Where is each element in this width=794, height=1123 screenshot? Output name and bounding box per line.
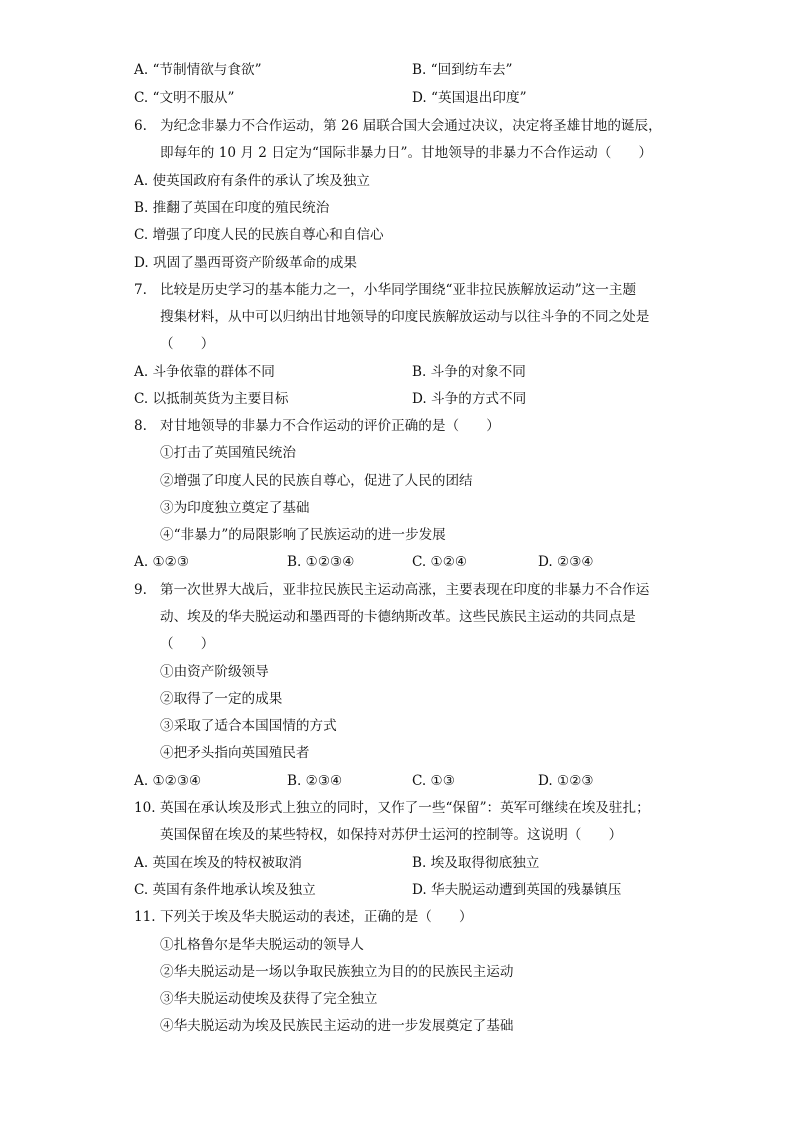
question-number: 10. — [134, 800, 156, 816]
statement-4: ④华夫脱运动为埃及民族民主运动的进一步发展奠定了基础 — [160, 1018, 514, 1034]
option-a: A. ①②③④ — [134, 773, 202, 789]
option-b: B. ①②③④ — [287, 554, 355, 570]
question-number: 9. — [134, 582, 147, 598]
option-a: A. “节制情欲与食欲” — [134, 62, 262, 78]
option-b: B. 斗争的对象不同 — [412, 364, 526, 380]
question-number: 8. — [134, 418, 147, 434]
question-text: 英国在承认埃及形式上独立的同时，又作了一些“保留”：英军可继续在埃及驻扎； — [160, 800, 650, 816]
option-b: B. 埃及取得彻底独立 — [412, 855, 540, 871]
statement-3: ③采取了适合本国国情的方式 — [160, 718, 337, 734]
option-c: C. ①③ — [412, 773, 455, 789]
option-a: A. 英国在埃及的特权被取消 — [134, 855, 302, 871]
option-b: B. ②③④ — [287, 773, 343, 789]
statement-4: ④把矛头指向英国殖民者 — [160, 745, 310, 761]
statement-2: ②取得了一定的成果 — [160, 691, 283, 707]
statement-1: ①由资产阶级领导 — [160, 664, 269, 680]
option-d: D. “英国退出印度” — [412, 90, 527, 106]
option-a: A. 斗争依靠的群体不同 — [134, 364, 275, 380]
option-d: D. 斗争的方式不同 — [412, 391, 527, 407]
option-c: C. ①②④ — [412, 554, 468, 570]
question-text: 比较是历史学习的基本能力之一，小华同学围绕“亚非拉民族解放运动”这一主题 — [160, 282, 637, 298]
option-d: D. 华夫脱运动遭到英国的残暴镇压 — [412, 882, 622, 898]
option-c: C. 英国有条件地承认埃及独立 — [134, 882, 316, 898]
option-b: B. “回到纺车去” — [412, 62, 513, 78]
statement-3: ③为印度独立奠定了基础 — [160, 500, 310, 516]
question-number: 6. — [134, 118, 147, 134]
question-text-cont: （ ） — [160, 336, 215, 352]
statement-1: ①打击了英国殖民统治 — [160, 445, 296, 461]
question-text-cont: 动、埃及的华夫脱运动和墨西哥的卡德纳斯改革。这些民族民主运动的共同点是 — [160, 609, 636, 625]
statement-2: ②增强了印度人民的民族自尊心，促进了人民的团结 — [160, 473, 473, 489]
question-text-cont: 即每年的 10 月 2 日定为“国际非暴力日”。甘地领导的非暴力不合作运动（ ） — [160, 145, 653, 161]
question-text: 为纪念非暴力不合作运动，第 26 届联合国大会通过决议，决定将圣雄甘地的诞辰， — [160, 118, 662, 134]
option-d: D. ①②③ — [538, 773, 594, 789]
statement-3: ③华夫脱运动使埃及获得了完全独立 — [160, 991, 378, 1007]
statement-2: ②华夫脱运动是一场以争取民族独立为目的的民族民主运动 — [160, 964, 514, 980]
question-text-cont: （ ） — [160, 636, 215, 652]
question-text: 对甘地领导的非暴力不合作运动的评价正确的是（ ） — [160, 418, 500, 434]
question-text: 第一次世界大战后，亚非拉民族民主运动高涨，主要表现在印度的非暴力不合作运 — [160, 582, 650, 598]
option-b: B. 推翻了英国在印度的殖民统治 — [134, 200, 330, 216]
option-c: C. 以抵制英货为主要目标 — [134, 391, 289, 407]
statement-1: ①扎格鲁尔是华夫脱运动的领导人 — [160, 937, 364, 953]
question-text: 下列关于埃及华夫脱运动的表述，正确的是（ ） — [160, 909, 473, 925]
question-text-cont: 搜集材料，从中可以归纳出甘地领导的印度民族解放运动与以往斗争的不同之处是 — [160, 309, 650, 325]
option-d: D. ②③④ — [538, 554, 594, 570]
option-c: C. “文明不服从” — [134, 90, 235, 106]
question-number: 7. — [134, 282, 147, 298]
question-text-cont: 英国保留在埃及的某些特权，如保持对苏伊士运河的控制等。这说明（ ） — [160, 827, 623, 843]
option-a: A. ①②③ — [134, 554, 190, 570]
option-d: D. 巩固了墨西哥资产阶级革命的成果 — [134, 255, 357, 271]
question-number: 11. — [134, 909, 156, 925]
statement-4: ④“非暴力”的局限影响了民族运动的进一步发展 — [160, 527, 446, 543]
option-a: A. 使英国政府有条件的承认了埃及独立 — [134, 173, 370, 189]
option-c: C. 增强了印度人民的民族自尊心和自信心 — [134, 227, 384, 243]
